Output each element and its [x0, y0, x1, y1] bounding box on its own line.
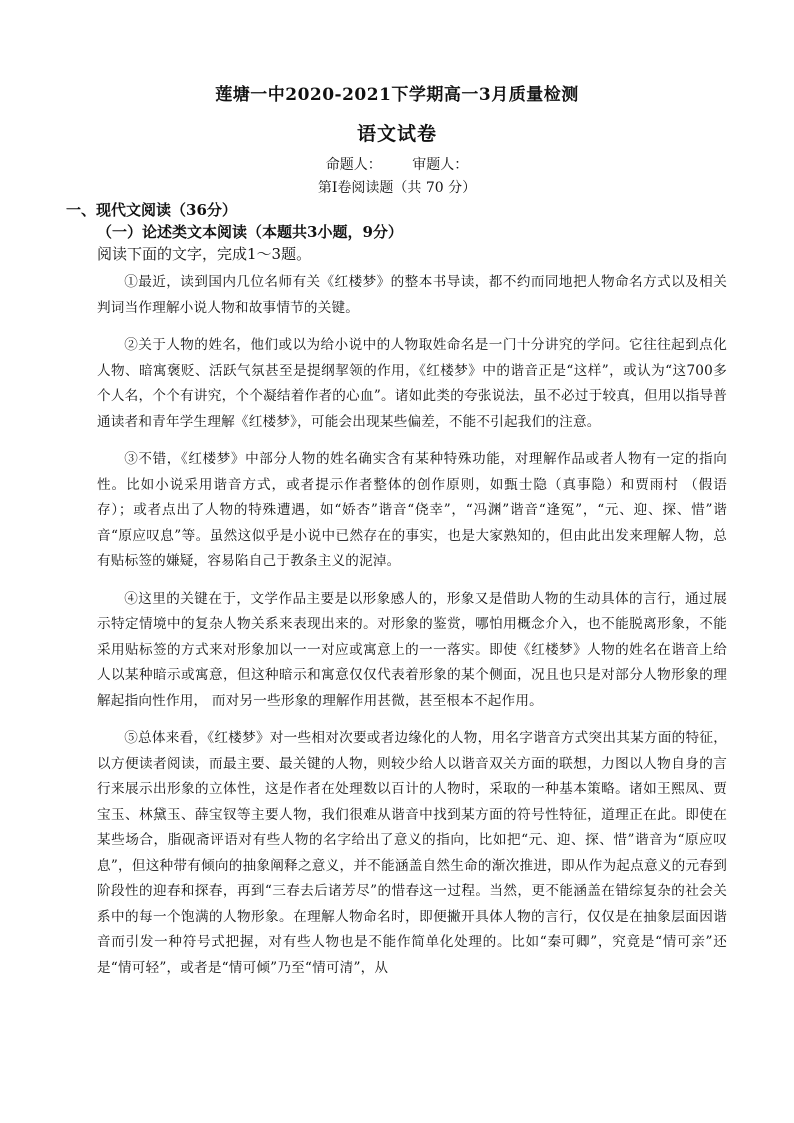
paragraph-5: ⑤总体来看，《红楼梦》对一些相对次要或者边缘化的人物，用名字谐音方式突出其某方面的特征，以方便读者阅读，而最主要、最关键的人物，则较少给人以谐音双关方面的联想，力图以人物自身的言行来展示出形象的立体性，这是作者在处理数以百计的人物时，采取的一种基本策略。诸如王熙凤、贾宝玉、林黛玉、薛宝钗等主要人物，我们很难从谐音中找到某方面的符号性特征，道理正在此。即使在某些场合，脂砚斋评语对有些人物的名字给出了意义的指向，比如把“元、迎、探、惜”谐音为“原应叹息”，但这种带有倾向的抽象阐释之意义，并不能涵盖自然生命的渐次推进，即从作为起点意义的元春到阶段性的迎春和探春，再到“三春去后诸芳尽”的惜春这一过程。当然，更不能涵盖在错综复杂的社会关系中的每一个饱满的人物形象。在理解人物命名时，即便撇开具体人物的言行，仅仅是在抽象层面因谐音而引发一种符号式把握，对有些人物也是不能作简单化处理的。比如“秦可卿”，究竟是“情可亲”还是“情可轻”，或者是“情可倾”乃至“情可清”，从: [97, 730, 727, 976]
passage-body: [97, 270, 727, 993]
paragraph-4: ④这里的关键在于，文学作品主要是以形象感人的，形象又是借助人物的生动具体的言行，通过展示特定情境中的复杂人物关系来表现出来的。对形象的鉴赏，哪怕用概念介入，也不能脱离形象，不能采用贴标签的方式来对形象加以一一对应或寓意上的一一落实。即使《红楼梦》人物的姓名在谐音上给人以某种暗示或寓意，但这种暗示和寓意仅仅代表着形象的某个侧面，况且也只是对部分人物形象的理解起指向性作用， 而对另一些形象的理解作用甚微，甚至根本不起作用。: [97, 590, 727, 709]
paragraph-1: ①最近，读到国内几位名师有关《红楼梦》的整本书导读，都不约而同地把人物命名方式以及相关判词当作理解小说人物和故事情节的关键。: [97, 274, 727, 316]
subsection-heading: （一）论述类文本阅读（本题共3小题，9分）: [97, 223, 403, 241]
exam-title: 莲塘一中2020-2021下学期高一3月质量检测: [215, 85, 579, 105]
section-heading: 一、现代文阅读（36分）: [66, 201, 237, 219]
paragraph-2: ②关于人物的姓名，他们或以为给小说中的人物取姓命名是一门十分讲究的学问。它往往起到点化人物、暗寓褒贬、活跃气氛甚至是提纲挈领的作用，《红楼梦》中的谐音正是“这样”，或认为“这700多个人名，个个有讲究，个个凝结着作者的心血”。诸如此类的夸张说法，虽不必过于较真，但用以指导普通读者和青年学生理解《红楼梦》，可能会出现某些偏差，不能不引起我们的注意。: [97, 337, 727, 430]
part-heading: 第Ⅰ卷阅读题（共 70 分）: [317, 180, 477, 196]
reviewer-label: 审题人：: [412, 157, 469, 173]
instruction-text: 阅读下面的文字，完成1～3题。: [97, 245, 312, 263]
exam-subtitle: 语文试卷: [356, 123, 437, 145]
author-label: 命题人：: [325, 157, 382, 173]
author-line: [0, 154, 794, 174]
paragraph-3: ③不错，《红楼梦》中部分人物的姓名确实含有某种特殊功能，对理解作品或者人物有一定的指向性。比如小说采用谐音方式，或者提示作者整体的创作原则，如甄士隐（真事隐）和贾雨村 （假语存）；或者点出了人物的特殊遭遇，如“娇杏”谐音“侥幸”，“冯渊”谐音“逢冤”，“元、迎、探、惜”谐音“原应叹息”等。虽然这似乎是小说中已然存在的事实，也是大家熟知的，但由此出发来理解人物，总有贴标签的嫌疑，容易陷自己于教条主义的泥淖。: [97, 451, 727, 569]
